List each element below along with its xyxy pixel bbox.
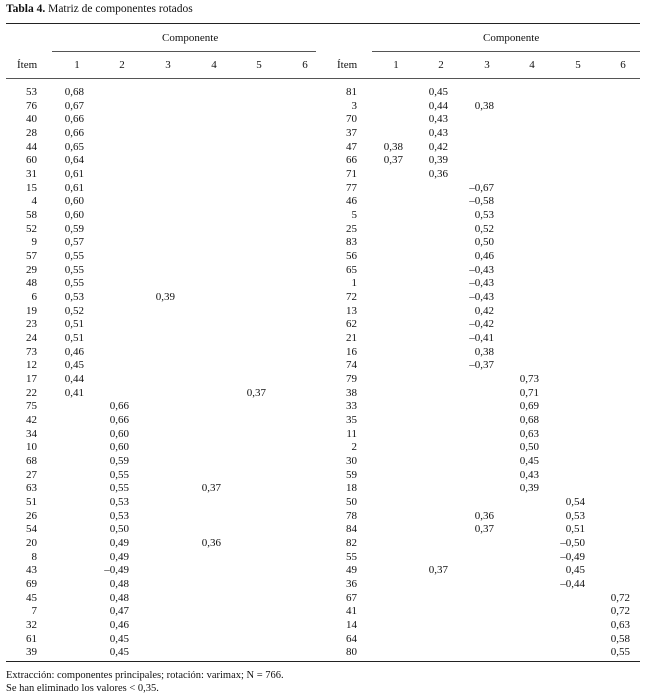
item-number: 33 [346,400,357,413]
loading-value: 0,60 [64,209,84,222]
loading-value: 0,53 [109,509,129,522]
loading-value: 0,60 [109,427,129,440]
loading-value: 0,61 [64,181,84,194]
loading-value: 0,51 [64,332,84,345]
loading-value: 0,48 [109,578,129,591]
loading-value: 0,45 [109,646,129,659]
loading-value: –0,43 [469,277,494,290]
loading-value: 0,42 [474,304,494,317]
loading-value: 0,36 [428,168,448,181]
item-number: 74 [346,359,357,372]
item-number: 26 [26,509,37,522]
component-header-3: 3 [165,59,171,71]
table-number: Tabla 4. [6,3,46,15]
item-number: 80 [346,646,357,659]
loading-value: 0,60 [109,441,129,454]
loading-value: –0,67 [469,181,494,194]
item-number: 69 [26,578,37,591]
footnote-extraction: Extracción: componentes principales; rotación: varimax; N = 766. [6,670,284,681]
item-number: 73 [26,345,37,358]
loading-value: 0,37 [201,482,221,495]
loading-value: 0,72 [610,591,630,604]
item-number: 48 [26,277,37,290]
loading-value: 0,50 [519,441,539,454]
item-number: 17 [26,373,37,386]
item-number: 39 [26,646,37,659]
item-number: 7 [31,605,37,618]
item-number: 2 [351,441,357,454]
loading-value: 0,64 [64,154,84,167]
item-number: 55 [346,550,357,563]
loading-value: 0,47 [109,605,129,618]
loading-value: –0,42 [469,318,494,331]
header-rule [6,78,640,79]
item-number: 44 [26,140,37,153]
item-number: 21 [346,332,357,345]
top-rule [6,23,640,24]
left-group-rule [52,51,316,52]
loading-value: 0,43 [428,113,448,126]
item-number: 11 [346,427,357,440]
item-number: 62 [346,318,357,331]
component-header-4: 4 [529,59,535,71]
loading-value: 0,69 [519,400,539,413]
loading-value: –0,50 [560,537,585,550]
item-number: 54 [26,523,37,536]
item-number: 22 [26,386,37,399]
item-number: 40 [26,113,37,126]
item-number: 50 [346,496,357,509]
loading-value: 0,43 [428,127,448,139]
loading-value: 0,45 [565,564,585,577]
item-number: 61 [26,632,37,645]
loading-value: 0,50 [474,236,494,249]
item-number: 42 [26,414,37,427]
loading-value: 0,67 [64,99,84,112]
item-number: 64 [346,632,357,645]
component-header-4: 4 [211,59,217,71]
item-number: 12 [26,359,37,372]
right-group-header: Componente [483,32,540,44]
loading-value: 0,52 [64,304,84,317]
loading-value: 0,68 [519,414,539,427]
item-number: 8 [31,550,37,563]
loading-value: 0,61 [64,168,84,181]
item-number: 29 [26,263,37,276]
item-number: 57 [26,250,37,263]
loading-value: 0,55 [64,263,84,276]
item-number: 6 [31,291,37,304]
item-number: 58 [26,209,37,222]
loading-value: 0,51 [64,318,84,331]
loading-value: 0,49 [109,537,129,550]
loading-value: 0,44 [64,373,84,386]
loading-value: 0,55 [64,250,84,263]
item-number: 34 [26,427,37,440]
loading-value: 0,37 [246,386,266,399]
component-header-3: 3 [484,59,490,71]
loading-value: 0,37 [383,154,403,167]
loading-value: 0,53 [109,496,129,509]
loading-value: 0,36 [474,509,494,522]
loading-value: 0,55 [64,277,84,290]
loading-value: –0,43 [469,263,494,276]
loading-value: 0,38 [383,140,403,153]
item-number: 83 [346,236,357,249]
item-number: 3 [351,99,357,112]
loading-value: 0,63 [519,427,539,440]
item-number: 36 [346,578,357,591]
item-number: 47 [346,140,357,153]
right-group-rule [372,51,640,52]
loading-value: 0,55 [109,468,129,481]
component-header-2: 2 [438,59,444,71]
loading-value: 0,45 [519,455,539,468]
loading-value: 0,37 [428,564,448,577]
loading-value: 0,45 [428,86,448,98]
item-number: 76 [26,99,37,112]
loading-value: 0,55 [610,646,630,659]
item-number: 9 [31,236,37,249]
left-group-header: Componente [162,32,219,44]
loading-value: 0,38 [474,345,494,358]
item-number: 82 [346,537,357,550]
item-number: 43 [26,564,37,577]
component-header-2: 2 [119,59,125,71]
item-column-header: Ítem [337,59,358,71]
item-number: 65 [346,263,357,276]
item-number: 46 [346,195,357,208]
loading-value: 0,50 [109,523,129,536]
item-number: 28 [26,127,37,139]
item-number: 31 [26,168,37,181]
loading-value: 0,65 [64,140,84,153]
loading-value: 0,66 [64,127,84,139]
loading-value: –0,49 [560,550,585,563]
item-number: 56 [346,250,357,263]
item-number: 45 [26,591,37,604]
item-number: 81 [346,86,357,98]
loading-value: –0,37 [469,359,494,372]
item-number: 79 [346,373,357,386]
loading-value: 0,57 [64,236,84,249]
item-number: 25 [346,222,357,235]
component-header-1: 1 [393,59,399,71]
loading-value: 0,38 [474,99,494,112]
loading-value: 0,71 [519,386,539,399]
loading-value: 0,49 [109,550,129,563]
loading-value: 0,39 [155,291,175,304]
loading-value: 0,41 [64,386,84,399]
loading-value: 0,39 [428,154,448,167]
item-number: 18 [346,482,357,495]
component-header-6: 6 [620,59,626,71]
item-number: 5 [351,209,357,222]
loading-value: 0,42 [428,140,448,153]
item-number: 14 [346,619,357,632]
item-number: 78 [346,509,357,522]
item-number: 59 [346,468,357,481]
item-number: 4 [31,195,37,208]
loading-value: –0,58 [469,195,494,208]
component-header-5: 5 [575,59,581,71]
loading-value: 0,66 [109,400,129,413]
item-number: 16 [346,345,357,358]
loading-value: 0,60 [64,195,84,208]
loading-value: 0,37 [474,523,494,536]
item-number: 52 [26,222,37,235]
loading-value: 0,43 [519,468,539,481]
loading-value: 0,45 [64,359,84,372]
loading-value: 0,54 [565,496,585,509]
component-header-6: 6 [302,59,308,71]
item-number: 49 [346,564,357,577]
item-number: 32 [26,619,37,632]
item-number: 35 [346,414,357,427]
loading-value: 0,51 [565,523,585,536]
footnote-threshold: Se han eliminado los valores < 0,35. [6,683,159,694]
loading-value: 0,59 [109,455,129,468]
item-number: 15 [26,181,37,194]
loading-value: 0,53 [64,291,84,304]
loading-value: 0,66 [64,113,84,126]
loading-value: 0,63 [610,619,630,632]
loading-value: –0,43 [469,291,494,304]
loading-value: 0,58 [610,632,630,645]
item-number: 38 [346,386,357,399]
item-number: 51 [26,496,37,509]
item-number: 41 [346,605,357,618]
item-number: 19 [26,304,37,317]
loading-value: 0,48 [109,591,129,604]
table-title [6,3,193,15]
item-number: 27 [26,468,37,481]
item-number: 30 [346,455,357,468]
loading-value: 0,46 [64,345,84,358]
loading-value: 0,59 [64,222,84,235]
loading-value: 0,52 [474,222,494,235]
loading-value: –0,44 [560,578,585,591]
item-number: 53 [26,86,37,98]
item-number: 77 [346,181,357,194]
item-number: 24 [26,332,37,345]
item-column-header: Ítem [17,59,38,71]
item-number: 84 [346,523,357,536]
loading-value: 0,53 [474,209,494,222]
item-number: 68 [26,455,37,468]
loading-value: 0,66 [109,414,129,427]
loading-value: 0,46 [109,619,129,632]
bottom-rule [6,661,640,662]
loading-value: –0,41 [469,332,494,345]
table-caption: Matriz de componentes rotados [45,3,193,15]
item-number: 70 [346,113,357,126]
item-number: 72 [346,291,357,304]
item-number: 20 [26,537,37,550]
loading-value: 0,73 [519,373,539,386]
loading-value: 0,36 [201,537,221,550]
loading-value: 0,39 [519,482,539,495]
item-number: 1 [351,277,357,290]
loading-value: 0,72 [610,605,630,618]
item-number: 13 [346,304,357,317]
item-number: 71 [346,168,357,181]
item-number: 66 [346,154,357,167]
loading-value: 0,55 [109,482,129,495]
item-number: 23 [26,318,37,331]
item-number: 63 [26,482,37,495]
loading-value: 0,45 [109,632,129,645]
item-number: 37 [346,127,357,139]
loading-value: 0,44 [428,99,448,112]
component-header-1: 1 [74,59,80,71]
loading-value: –0,49 [104,564,129,577]
loading-value: 0,68 [64,86,84,98]
item-number: 75 [26,400,37,413]
loading-value: 0,53 [565,509,585,522]
loading-value: 0,46 [474,250,494,263]
item-number: 60 [26,154,37,167]
component-header-5: 5 [256,59,262,71]
item-number: 10 [26,441,37,454]
item-number: 67 [346,591,357,604]
